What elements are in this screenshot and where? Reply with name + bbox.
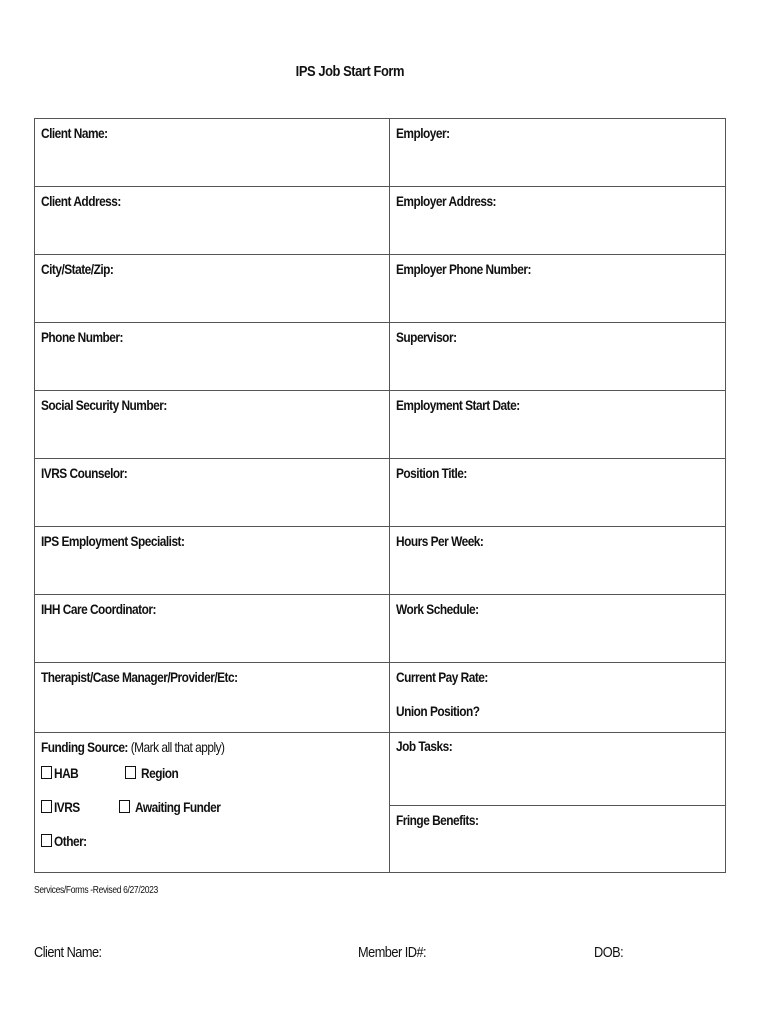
funding-options-row-1 <box>35 755 389 789</box>
field-label: City/State/Zip: <box>41 261 114 277</box>
footer-client-name: Client Name: <box>34 944 102 961</box>
hab-checkbox[interactable] <box>41 765 83 781</box>
checkbox-icon <box>41 766 52 779</box>
revision-note: Services/Forms -Revised 6/27/2023 <box>34 885 158 896</box>
field-label: Employer: <box>395 125 450 141</box>
checkbox-icon <box>41 834 52 847</box>
employer-field[interactable] <box>389 119 725 187</box>
field-label: IHH Care Coordinator: <box>41 601 156 617</box>
client-address-field[interactable] <box>35 187 390 255</box>
table-row <box>35 663 726 733</box>
checkbox-icon <box>119 800 130 813</box>
city-state-zip-field[interactable] <box>35 255 390 323</box>
supervisor-field[interactable] <box>389 323 725 391</box>
position-title-field[interactable] <box>389 459 725 527</box>
footer-dob: DOB: <box>594 944 624 961</box>
field-label: Position Title: <box>395 465 467 481</box>
form-title: IPS Job Start Form <box>295 63 405 80</box>
phone-number-field[interactable] <box>35 323 390 391</box>
funding-source-section <box>35 733 390 873</box>
field-label: Fringe Benefits: <box>395 812 479 828</box>
field-label: Employer Address: <box>395 193 496 209</box>
fringe-benefits-field[interactable] <box>390 806 725 872</box>
table-row <box>35 255 726 323</box>
other-label: Other: <box>54 833 87 849</box>
field-label: Employment Start Date: <box>395 397 520 413</box>
table-row <box>35 391 726 459</box>
region-label: Region <box>141 765 179 781</box>
field-label: Job Tasks: <box>395 738 452 754</box>
region-checkbox[interactable] <box>125 765 185 781</box>
ssn-field[interactable] <box>35 391 390 459</box>
field-label: Phone Number: <box>41 329 123 345</box>
funding-options-row-2 <box>35 789 389 823</box>
job-tasks-fringe-section <box>389 733 725 873</box>
employer-phone-field[interactable] <box>389 255 725 323</box>
union-position-label: Union Position? <box>395 703 480 719</box>
ihh-care-coordinator-field[interactable] <box>35 595 390 663</box>
field-label: Work Schedule: <box>395 601 479 617</box>
field-label: Current Pay Rate: <box>395 669 488 685</box>
employer-address-field[interactable] <box>389 187 725 255</box>
checkbox-icon <box>41 800 52 813</box>
job-tasks-field[interactable] <box>390 733 725 806</box>
footer-member-id: Member ID#: <box>358 944 427 961</box>
field-label: Hours Per Week: <box>395 533 483 549</box>
checkbox-icon <box>125 766 136 779</box>
table-row <box>35 595 726 663</box>
table-row <box>35 187 726 255</box>
table-row <box>35 323 726 391</box>
ivrs-counselor-field[interactable] <box>35 459 390 527</box>
table-row <box>35 527 726 595</box>
ivrs-label: IVRS <box>54 799 80 815</box>
field-label: Employer Phone Number: <box>395 261 531 277</box>
ivrs-checkbox[interactable] <box>41 799 84 815</box>
table-row <box>35 119 726 187</box>
funding-source-heading <box>35 733 389 755</box>
field-label: Social Security Number: <box>41 397 167 413</box>
funding-source-hint: (Mark all that apply) <box>130 739 225 755</box>
hab-label: HAB <box>54 765 79 781</box>
other-checkbox[interactable] <box>41 833 92 849</box>
table-row <box>35 459 726 527</box>
employment-start-date-field[interactable] <box>389 391 725 459</box>
ips-employment-specialist-field[interactable] <box>35 527 390 595</box>
field-label: IVRS Counselor: <box>41 465 128 481</box>
field-label: IPS Employment Specialist: <box>41 533 185 549</box>
funding-options-row-3 <box>35 823 389 857</box>
client-name-field[interactable] <box>35 119 390 187</box>
hours-per-week-field[interactable] <box>389 527 725 595</box>
field-label: Supervisor: <box>395 329 457 345</box>
work-schedule-field[interactable] <box>389 595 725 663</box>
awaiting-funder-label: Awaiting Funder <box>135 799 221 815</box>
awaiting-funder-checkbox[interactable] <box>119 799 236 815</box>
field-label: Client Name: <box>41 125 108 141</box>
job-start-form-table <box>34 118 726 873</box>
funding-source-label: Funding Source: <box>41 739 128 755</box>
table-row <box>35 733 726 873</box>
current-pay-rate-field[interactable] <box>389 663 725 733</box>
therapist-field[interactable] <box>35 663 390 733</box>
field-label: Client Address: <box>41 193 121 209</box>
field-label: Therapist/Case Manager/Provider/Etc: <box>41 669 238 685</box>
